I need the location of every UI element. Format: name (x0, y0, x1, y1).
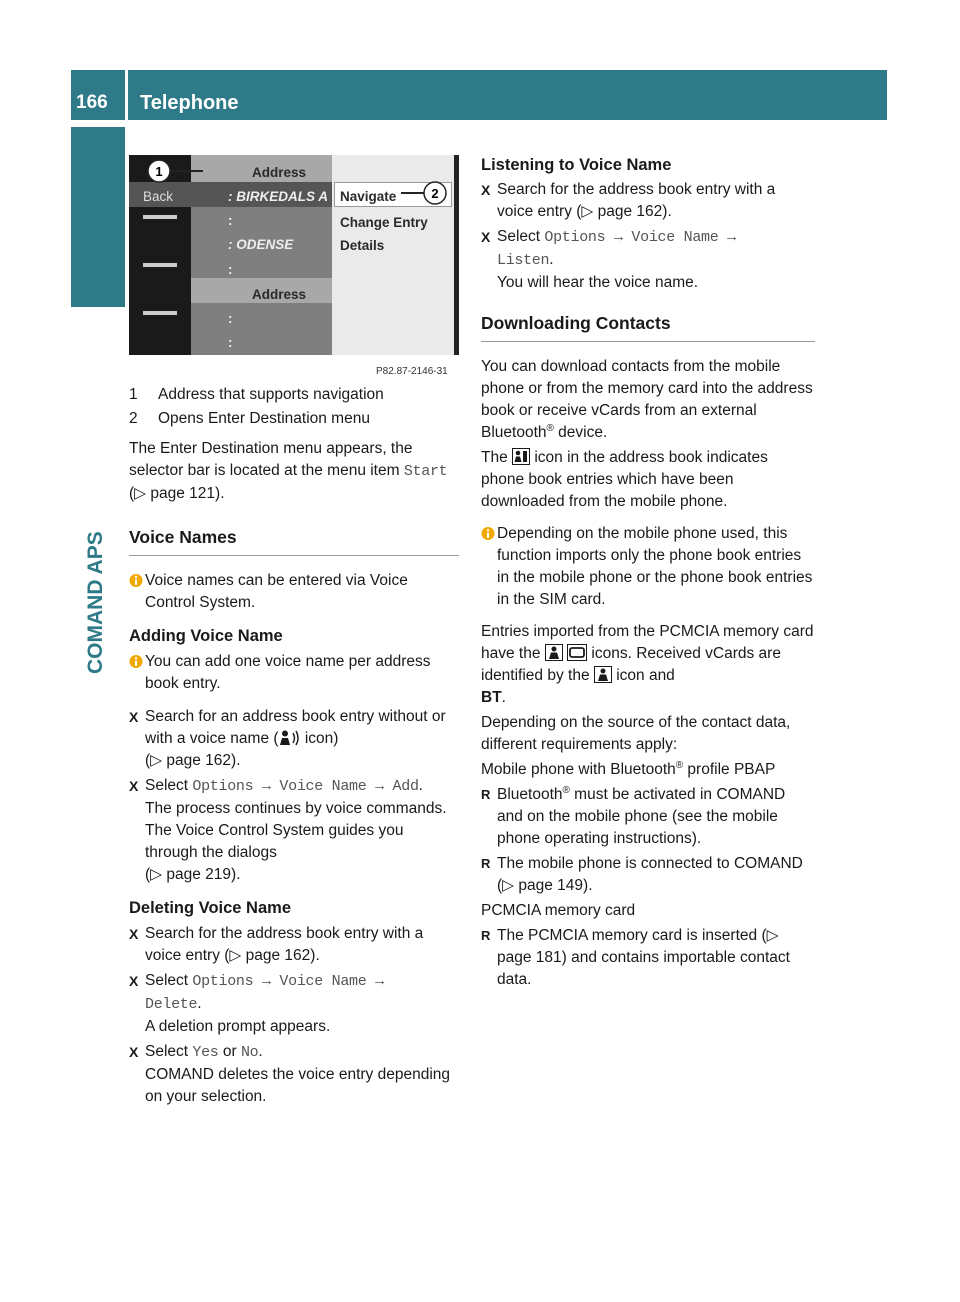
image-code: P82.87-2146-31 (376, 366, 448, 377)
entry-colon-3: : (228, 311, 233, 326)
memory-card-icon (567, 644, 587, 661)
adding-step-1-icon-text: icon) (300, 730, 339, 747)
bt-label: BT (481, 689, 502, 706)
entry-colon-4: : (228, 335, 233, 350)
entry-colon-2: : (228, 262, 233, 277)
callout-graphics (129, 155, 459, 355)
info-adding (129, 651, 459, 695)
dl-p5-end: profile PBAP (683, 761, 776, 778)
listening-step-2-code: Options → Voice Name → (544, 229, 736, 246)
dl-paragraph-5 (481, 759, 815, 781)
dl-p3-end: icon and (616, 667, 675, 684)
reg-mark: ® (546, 422, 554, 434)
deleting-step-2-text: A deletion prompt appears. (145, 1018, 331, 1035)
listening-step-2-text: You will hear the voice name. (497, 274, 699, 291)
dl-p2-text: icon in the address book indicates phone book entries which have been downloaded from the mobile phone. (481, 449, 768, 510)
info-dl-text: Depending on the mobile phone used, this function imports only the phone book entries in the mobile phone or the phone book entries in the SIM card. (497, 525, 813, 608)
adding-step-2-dot: . (418, 777, 423, 794)
listening-step-1: X Search for the address book entry with a voice entry (▷ page 162). (481, 179, 815, 223)
info-icon (129, 654, 143, 669)
vcard-person-icon (594, 666, 612, 683)
deleting-step-1: X Search for the address book entry with a voice entry (▷ page 162). (129, 923, 459, 967)
adding-step-2-text: The process continues by voice commands. The Voice Control System guides you through the dialogs (145, 800, 447, 861)
listening-step-2-pre: Select (497, 228, 541, 245)
voice-person-icon (279, 730, 301, 746)
contact-person-icon (545, 644, 563, 661)
legend-item-1 (129, 384, 459, 406)
deleting-step-3 (129, 1041, 459, 1108)
info-adding-text: You can add one voice name per address book entry. (145, 653, 431, 692)
dl-paragraph-3 (481, 621, 815, 709)
dl-p1-end: device. (553, 424, 608, 441)
menu-change-entry: Change Entry (340, 215, 428, 230)
legend-text-1: Address that supports navigation (158, 386, 384, 403)
comand-screen-figure (129, 155, 459, 355)
heading-adding: Adding Voice Name (129, 627, 283, 645)
phone-icon (143, 311, 177, 315)
deleting-step-2-pre: Select (145, 972, 189, 989)
deleting-step-3-pre: Select (145, 1043, 189, 1060)
info-icon (129, 573, 143, 588)
legend-num-2: 2 (129, 410, 138, 427)
dl-paragraph-4: Depending on the source of the contact data, different requirements apply: (481, 714, 791, 753)
dl-bullet-2: R The mobile phone is connected to COMAND (▷ page 149). (481, 853, 815, 897)
listening-step-2-code2: Listen (497, 252, 550, 269)
adding-step-2-ref: (▷ page 219). (145, 866, 241, 883)
dl-bullet-1 (481, 784, 815, 850)
adding-step-1-ref: (▷ page 162). (145, 752, 241, 769)
address-label-2: Address (252, 287, 307, 302)
dl-p5-start: Mobile phone with Bluetooth (481, 761, 676, 778)
dl-p3-dot: . (501, 689, 506, 706)
adding-step-1 (129, 706, 459, 772)
info-downloading (481, 523, 815, 611)
entry-odense: : ODENSE (228, 237, 294, 252)
downloaded-contact-icon (512, 448, 530, 465)
dl-bullet-3: R The PCMCIA memory card is inserted (▷ page 181) and contains importable contact data. (481, 925, 815, 991)
reg-mark: ® (562, 784, 570, 796)
left-column (129, 384, 459, 1108)
info-voice (129, 570, 459, 614)
menu-navigate: Navigate (340, 189, 397, 204)
deleting-step-2-code: Options → Voice Name → (192, 973, 384, 990)
dl-paragraph-6: PCMCIA memory card (481, 902, 636, 919)
callout-1-number: 1 (155, 164, 163, 179)
side-tab-label-wrap (79, 314, 119, 674)
dl-b1-start: Bluetooth (497, 786, 563, 803)
section-downloading: Downloading Contacts (481, 312, 815, 342)
heading-listening: Listening to Voice Name (481, 156, 672, 174)
dl-b1-text: must be activated in COMAND and on the mobile phone (see the mobile phone operating instructions). (497, 786, 786, 847)
deleting-step-2-code2: Delete (145, 996, 198, 1013)
back-label: Back (143, 189, 174, 204)
listening-step-2-dot: . (549, 251, 554, 268)
intro-code: Start (403, 463, 448, 480)
adding-step-2 (129, 775, 459, 886)
deleting-step-3-dot: . (258, 1043, 263, 1060)
deleting-step-3-no: No (240, 1044, 259, 1061)
dl-paragraph-2 (481, 447, 815, 513)
dl-p3-start: Entries imported from the PCMCIA memory card have the (481, 623, 814, 662)
page-title: Telephone (140, 92, 239, 114)
heading-deleting: Deleting Voice Name (129, 899, 291, 917)
intro-ref: (▷ page 121). (129, 485, 225, 502)
adding-step-1-text: Search for an address book entry without or with a voice name ( (145, 708, 446, 747)
dl-paragraph-1 (481, 356, 815, 444)
phone-icon (143, 263, 177, 267)
dl-p2-start: The (481, 449, 508, 466)
right-column (481, 154, 815, 991)
menu-details: Details (340, 238, 385, 253)
info-icon (481, 526, 495, 541)
deleting-step-3-yes: Yes (192, 1044, 219, 1061)
callout-2-number: 2 (431, 186, 439, 201)
entry-colon-1: : (228, 213, 233, 228)
intro-paragraph (129, 438, 459, 505)
side-tab-label: COMAND APS (84, 531, 107, 674)
deleting-step-2 (129, 970, 459, 1038)
address-label: Address (252, 165, 307, 180)
legend-item-2 (129, 408, 459, 430)
adding-step-2-code: Options → Voice Name → Add (192, 778, 419, 795)
adding-step-2-pre: Select (145, 777, 189, 794)
dl-p3-mid: icons. Received vCards are identified by the (481, 645, 781, 684)
side-tab (71, 127, 125, 307)
phone-icon (143, 215, 177, 219)
reg-mark: ® (675, 759, 684, 771)
section-voice-names: Voice Names (129, 526, 459, 556)
entry-birkedals: : BIRKEDALS A (228, 189, 328, 204)
deleting-step-2-dot: . (197, 995, 202, 1012)
deleting-step-3-or: or (222, 1043, 237, 1060)
intro-text: The Enter Destination menu appears, the selector bar is located at the menu item (129, 440, 413, 479)
deleting-step-3-text: COMAND deletes the voice entry depending on your selection. (145, 1066, 450, 1105)
listening-step-2 (481, 226, 815, 294)
legend-num-1: 1 (129, 386, 138, 403)
legend-text-2: Opens Enter Destination menu (158, 410, 370, 427)
header-bar (128, 70, 887, 120)
info-voice-text: Voice names can be entered via Voice Control System. (145, 572, 408, 611)
page-number: 166 (76, 92, 108, 113)
dl-p1-text: You can download contacts from the mobile phone or from the memory card into the address book or receive vCards from an external Bluetooth (481, 358, 813, 441)
